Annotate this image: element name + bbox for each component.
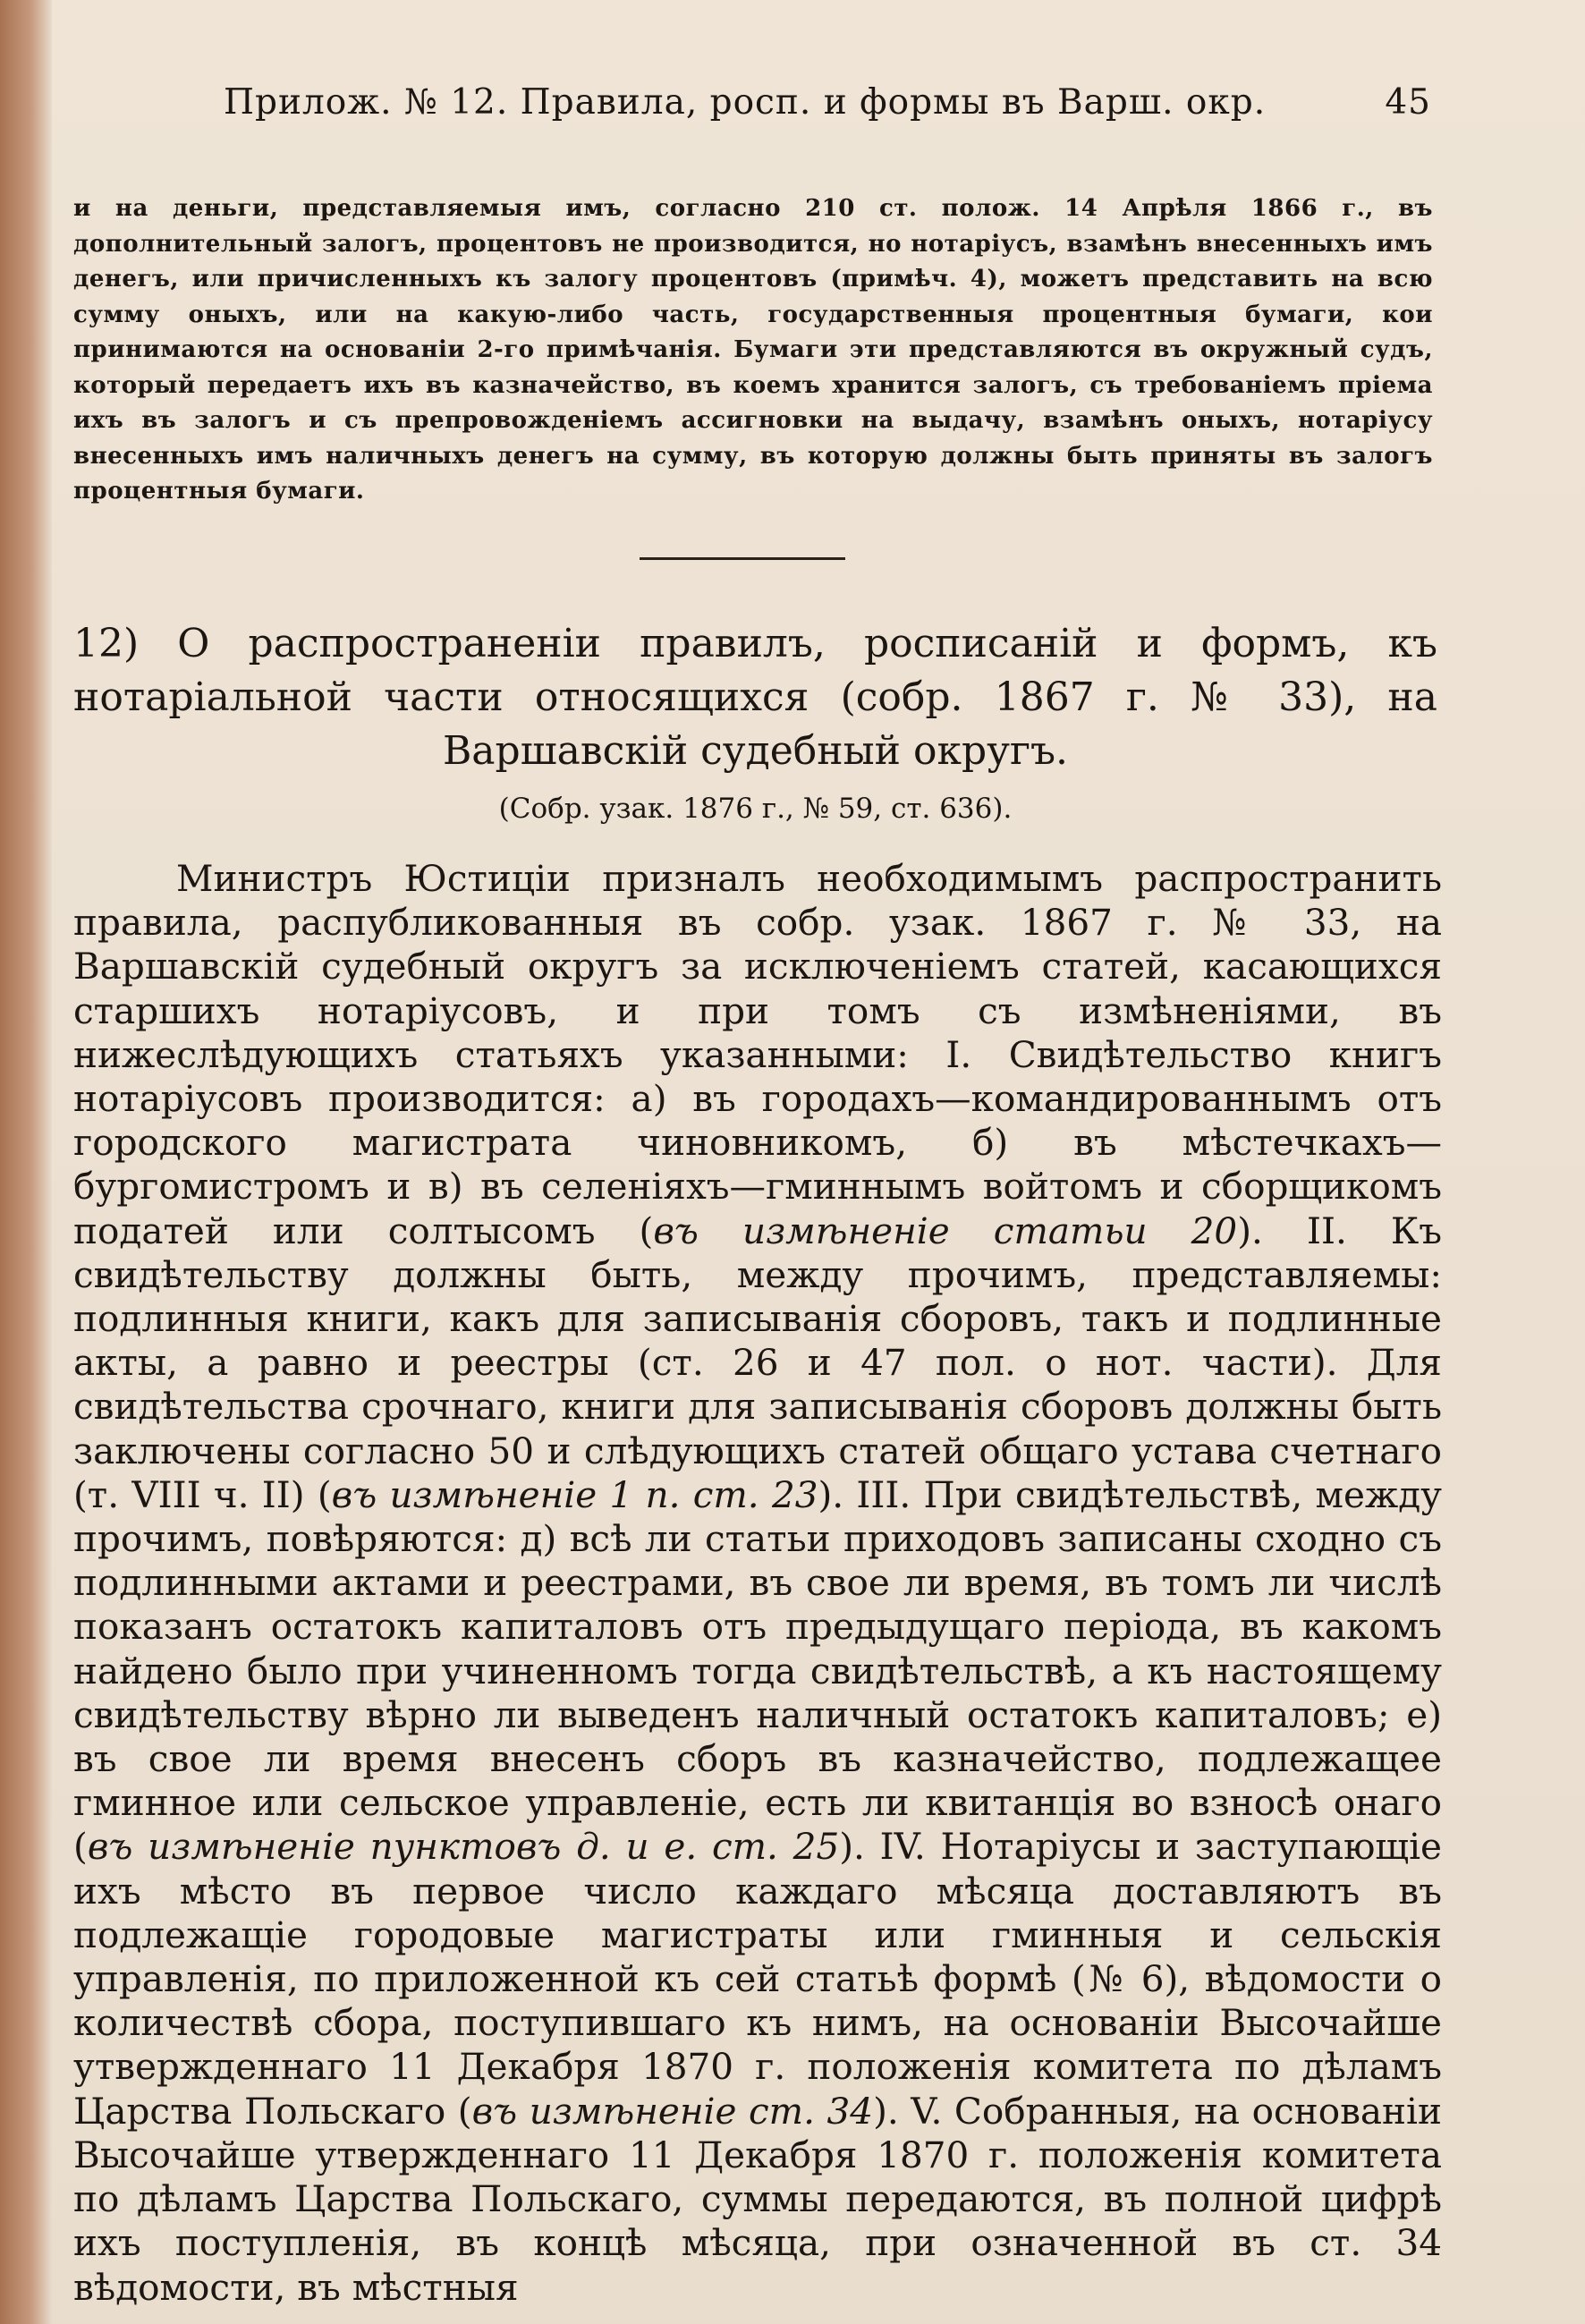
running-head-title: Прилож. № 12. Правила, росп. и формы въ Варш. окр. bbox=[224, 82, 1267, 123]
amendment-note: въ измѣненіе 1 п. ст. 23 bbox=[331, 1472, 818, 1516]
body-paragraph bbox=[73, 857, 1442, 2310]
body-text bbox=[73, 857, 1442, 2310]
body-run: ). V. Собранныя, на основаніи Высочайше утвержденнаго 11 Декабря 1870 г. положенія комитета по дѣламъ Царства Польскаго, суммы передаются, въ полной цифрѣ ихъ поступленія, въ концѣ мѣсяца, при означенной въ ст. 34 вѣдомости, въ мѣстныя bbox=[73, 2089, 1442, 2309]
body-run: ). III. При свидѣтельствѣ, между прочимъ, повѣряются: д) всѣ ли статьи приходовъ записаны сходно съ подлинными актами и реестрами, въ свое ли время, въ томъ ли числѣ показанъ остатокъ капиталовъ отъ предыдущаго періода, въ какомъ найдено было при учиненномъ тогда свидѣтельствѣ, а къ настоящему свидѣтельству вѣрно ли выведенъ наличный остатокъ капиталовъ; е) въ свое ли время внесенъ сборъ въ казначейство, подлежащее гминное или сельское управленіе, есть ли квитанція во взносѣ онаго ( bbox=[73, 1472, 1442, 1869]
source-citation: (Собр. узак. 1876 г., № 59, ст. 636). bbox=[498, 793, 1013, 825]
amendment-note: въ измѣненіе статьи 20 bbox=[653, 1209, 1238, 1252]
footnote-continuation: и на деньги, представляемыя имъ, согласно 210 ст. полож. 14 Апрѣля 1866 г., въ дополнительный залогъ, процентовъ не производится, но нотаріусъ, взамѣнъ внесенныхъ имъ денегъ, или причисленныхъ къ залогу процентовъ (примѣч. 4), можетъ представить на всю сумму оныхъ, или на какую-либо часть, государственныя процентныя бумаги, кои принимаются на основаніи 2-го примѣчанія. Бумаги эти представляются въ окружный судъ, который передаетъ ихъ въ казначейство, въ коемъ хранится залогъ, съ требованіемъ пріема ихъ въ залогъ и съ препровожденіемъ ассигновки на выдачу, взамѣнъ оныхъ, нотаріусу внесенныхъ имъ наличныхъ денегъ на сумму, въ которую должны быть приняты въ залогъ процентныя бумаги. bbox=[73, 195, 1433, 505]
body-run: ). II. Къ свидѣтельству должны быть, между прочимъ, представляемы: подлинныя книги, какъ для записыванія сборовъ, такъ и подлинные акты, а равно и реестры (ст. 26 и 47 пол. о нот. части). Для свидѣтельства срочнаго, книги для записыванія сборовъ должны быть заключены согласно 50 и слѣдующихъ статей общаго устава счетнаго (т. VIII ч. II) ( bbox=[73, 1209, 1443, 1516]
amendment-note: въ измѣненіе ст. 34 bbox=[471, 2089, 874, 2133]
body-run: ). IV. Нотаріусы и заступающіе ихъ мѣсто въ первое число каждаго мѣсяца доставляютъ въ подлежащіе городовые магистраты или гминныя и сельскія управленія, по приложенной къ сей статьѣ формѣ (№ 6), вѣдомости о количествѣ сбора, поступившаго къ нимъ, на основаніи Высочайше утвержденнаго 11 Декабря 1870 г. положенія комитета по дѣламъ Царства Польскаго ( bbox=[73, 1825, 1442, 2133]
section-heading: 12) О распространеніи правилъ, росписаній и формъ, къ нотаріальной части относящихся (собр. 1867 г. № 33), на Варшавскій судебный округъ. bbox=[73, 621, 1437, 774]
section-divider bbox=[640, 557, 845, 560]
page-edge-shadow bbox=[0, 0, 52, 2324]
body-run: Министръ Юстиціи призналъ необходимымъ распространить правила, распубликованныя въ собр. узак. 1867 г. № 33, на Варшавскій судебный округъ за исключеніемъ статей, касающихся старшихъ нотаріусовъ, и при томъ съ измѣненіями, въ нижеслѣдующихъ статьяхъ указанными: I. Свидѣтельство книгъ нотаріусовъ производится: а) въ городахъ—командированнымъ отъ городского магистрата чиновникомъ, б) въ мѣстечкахъ—бургомистромъ и в) въ селеніяхъ—гминнымъ войтомъ и сборщикомъ податей или солтысомъ ( bbox=[73, 857, 1442, 1252]
amendment-note: въ измѣненіе пунктовъ д. и е. ст. 25 bbox=[87, 1825, 840, 1869]
page-number: 45 bbox=[1385, 82, 1431, 123]
